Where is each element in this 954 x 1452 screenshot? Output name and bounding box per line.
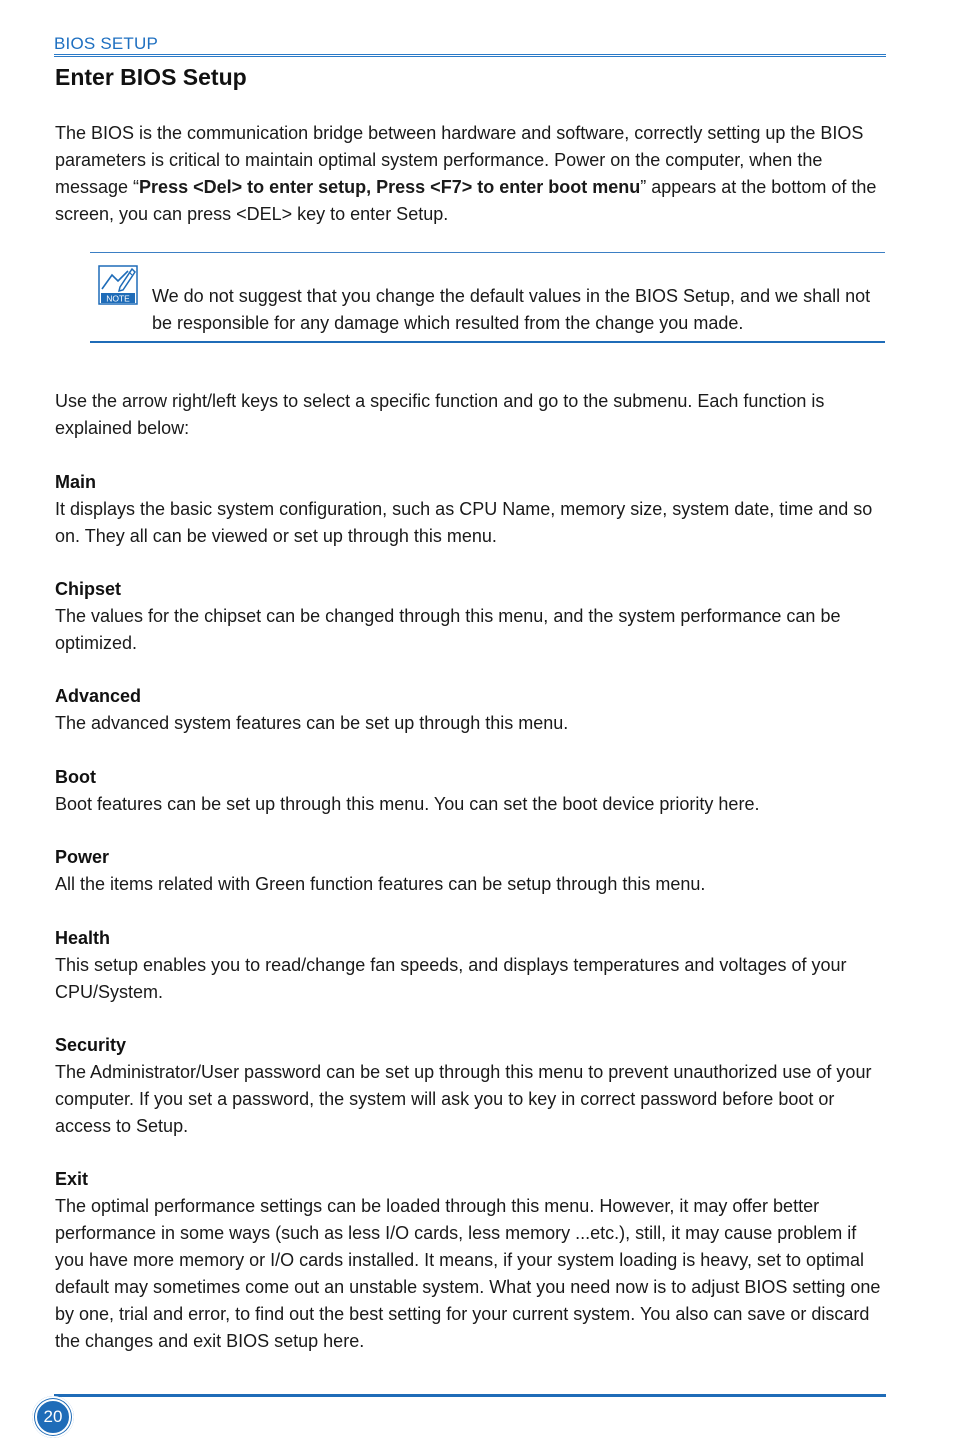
section-title-exit: Exit xyxy=(55,1169,89,1189)
section-title-health: Health xyxy=(55,928,111,948)
header-divider xyxy=(54,54,886,57)
section-body-power: All the items related with Green function features can be setup through this menu. xyxy=(55,874,706,894)
section-body-boot: Boot features can be set up through this menu. You can set the boot device priority here. xyxy=(55,794,760,814)
footer-divider xyxy=(54,1394,886,1397)
section-title-main: Main xyxy=(55,472,97,492)
note-icon-label: NOTE xyxy=(106,293,130,304)
section-header-label: BIOS SETUP xyxy=(54,34,159,53)
section-title-chipset: Chipset xyxy=(55,579,122,599)
page-number-badge xyxy=(32,1396,74,1438)
page-number: 20 xyxy=(35,1399,71,1435)
section-body-main: It displays the basic system configuration, such as CPU Name, memory size, system date, time and so on. They all can be viewed or set up through this menu. xyxy=(55,499,873,546)
section-title-security: Security xyxy=(55,1035,127,1055)
section-title-advanced: Advanced xyxy=(55,686,142,706)
section-body-chipset: The values for the chipset can be changed through this menu, and the system performance can be optimized. xyxy=(55,606,841,653)
intro-text-before: The BIOS is the communication bridge between hardware and software, correctly setting up the BIOS parameters is critical to maintain optimal system performance. Power on the computer, when the message “ xyxy=(55,123,864,197)
note-text: We do not suggest that you change the default values in the BIOS Setup, and we shall not be responsible for any damage which resulted from the change you made. xyxy=(152,286,871,333)
section-title-power: Power xyxy=(55,847,110,867)
note-callout xyxy=(90,252,885,343)
section-body-health: This setup enables you to read/change fan speeds, and displays temperatures and voltages of your CPU/System. xyxy=(55,955,847,1002)
usage-paragraph: Use the arrow right/left keys to select a specific function and go to the submenu. Each function is explained below: xyxy=(55,391,825,438)
section-body-security: The Administrator/User password can be set up through this menu to prevent unauthorized use of your computer. If you set a password, the system will ask you to key in correct password before boot or access to Setup. xyxy=(55,1062,872,1136)
section-body-exit: The optimal performance settings can be loaded through this menu. However, it may offer better performance in some ways (such as less I/O cards, less memory ...etc.), still, it may cause problem if you have more memory or I/O cards installed. It means, if your system loading is heavy, set to optimal default may sometimes come out an unstable system. What you need now is to adjust BIOS setting one by one, trial and error, to find out the best setting for your current system. You also can save or discard the changes and exit BIOS setup here. xyxy=(55,1196,881,1351)
intro-paragraph xyxy=(55,120,885,228)
section-body-advanced: The advanced system features can be set up through this menu. xyxy=(55,713,569,733)
intro-key-message: Press <Del> to enter setup, Press <F7> to enter boot menu xyxy=(139,177,641,197)
intro-text-after: ” appears at the bottom of the screen, you can press <DEL> key to enter Setup. xyxy=(55,177,877,224)
note-pencil-icon xyxy=(98,265,138,305)
section-title-boot: Boot xyxy=(55,767,96,787)
page-title: Enter BIOS Setup xyxy=(55,64,247,90)
